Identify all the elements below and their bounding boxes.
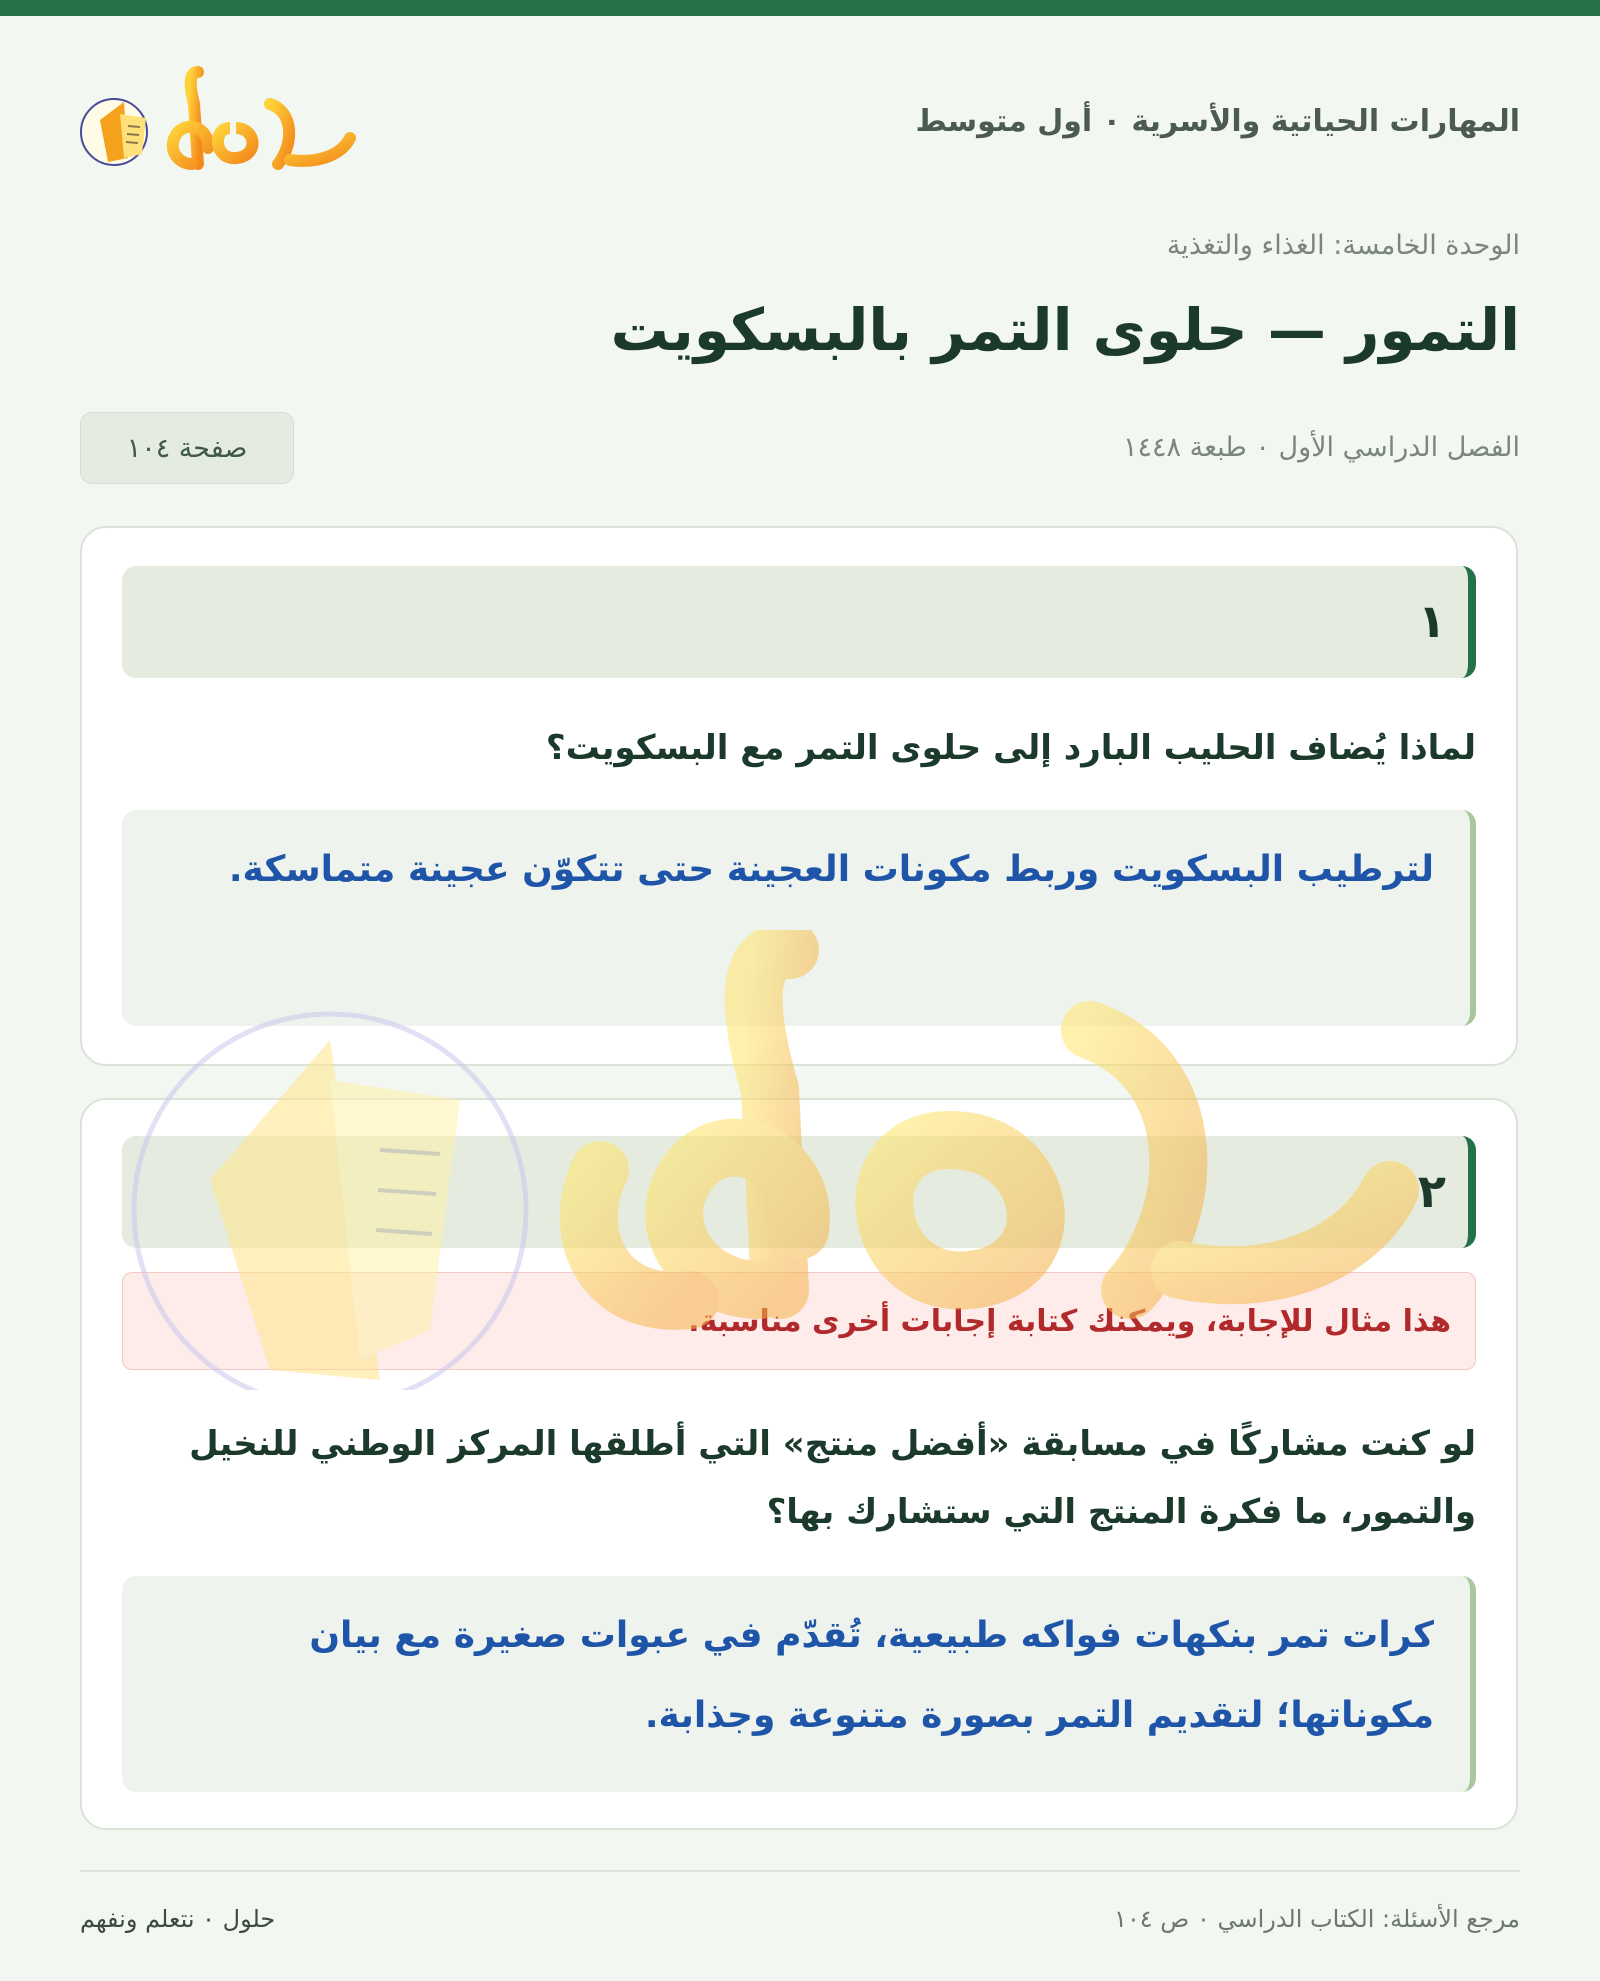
semester-edition: الفصل الدراسي الأول ٠ طبعة ١٤٤٨ <box>1123 432 1520 463</box>
top-accent-bar <box>0 0 1600 16</box>
answer-box: كرات تمر بنكهات فواكه طبيعية، تُقدّم في عبوات صغيرة مع بيان مكوناتها؛ لتقديم التمر بصورة متنوعة وجذابة. <box>122 1576 1476 1792</box>
hulul-logo[interactable] <box>80 64 360 184</box>
question-number-bar <box>122 1136 1476 1248</box>
question-text: لماذا يُضاف الحليب البارد إلى حلوى التمر مع البسكويت؟ <box>545 728 1476 768</box>
page-header <box>80 64 1520 184</box>
question-card-2 <box>80 1098 1518 1830</box>
footer-brand: حلول ٠ نتعلم ونفهم <box>80 1905 276 1933</box>
subject-title: المهارات الحياتية والأسرية ٠ أول متوسط <box>915 104 1520 139</box>
unit-label: الوحدة الخامسة: الغذاء والتغذية <box>1166 230 1520 261</box>
question-number: ١ <box>1417 594 1446 648</box>
answer-box: لترطيب البسكويت وربط مكونات العجينة حتى تتكوّن عجينة متماسكة. <box>122 810 1476 1026</box>
page-number-badge: صفحة ١٠٤ <box>80 412 294 484</box>
question-number-bar <box>122 566 1476 678</box>
question-card-1 <box>80 526 1518 1066</box>
questions-reference: مرجع الأسئلة: الكتاب الدراسي ٠ ص ١٠٤ <box>1113 1905 1520 1933</box>
question-number: ٢ <box>1417 1164 1446 1218</box>
example-answer-note: هذا مثال للإجابة، ويمكنك كتابة إجابات أخرى مناسبة. <box>122 1272 1476 1370</box>
lesson-title: التمور — حلوى التمر بالبسكويت <box>610 296 1520 364</box>
footer-divider <box>80 1870 1520 1872</box>
question-text: لو كنت مشاركًا في مسابقة «أفضل منتج» التي أطلقها المركز الوطني للنخيل والتمور، ما فكرة المنتج التي ستشارك بها؟ <box>189 1424 1476 1532</box>
